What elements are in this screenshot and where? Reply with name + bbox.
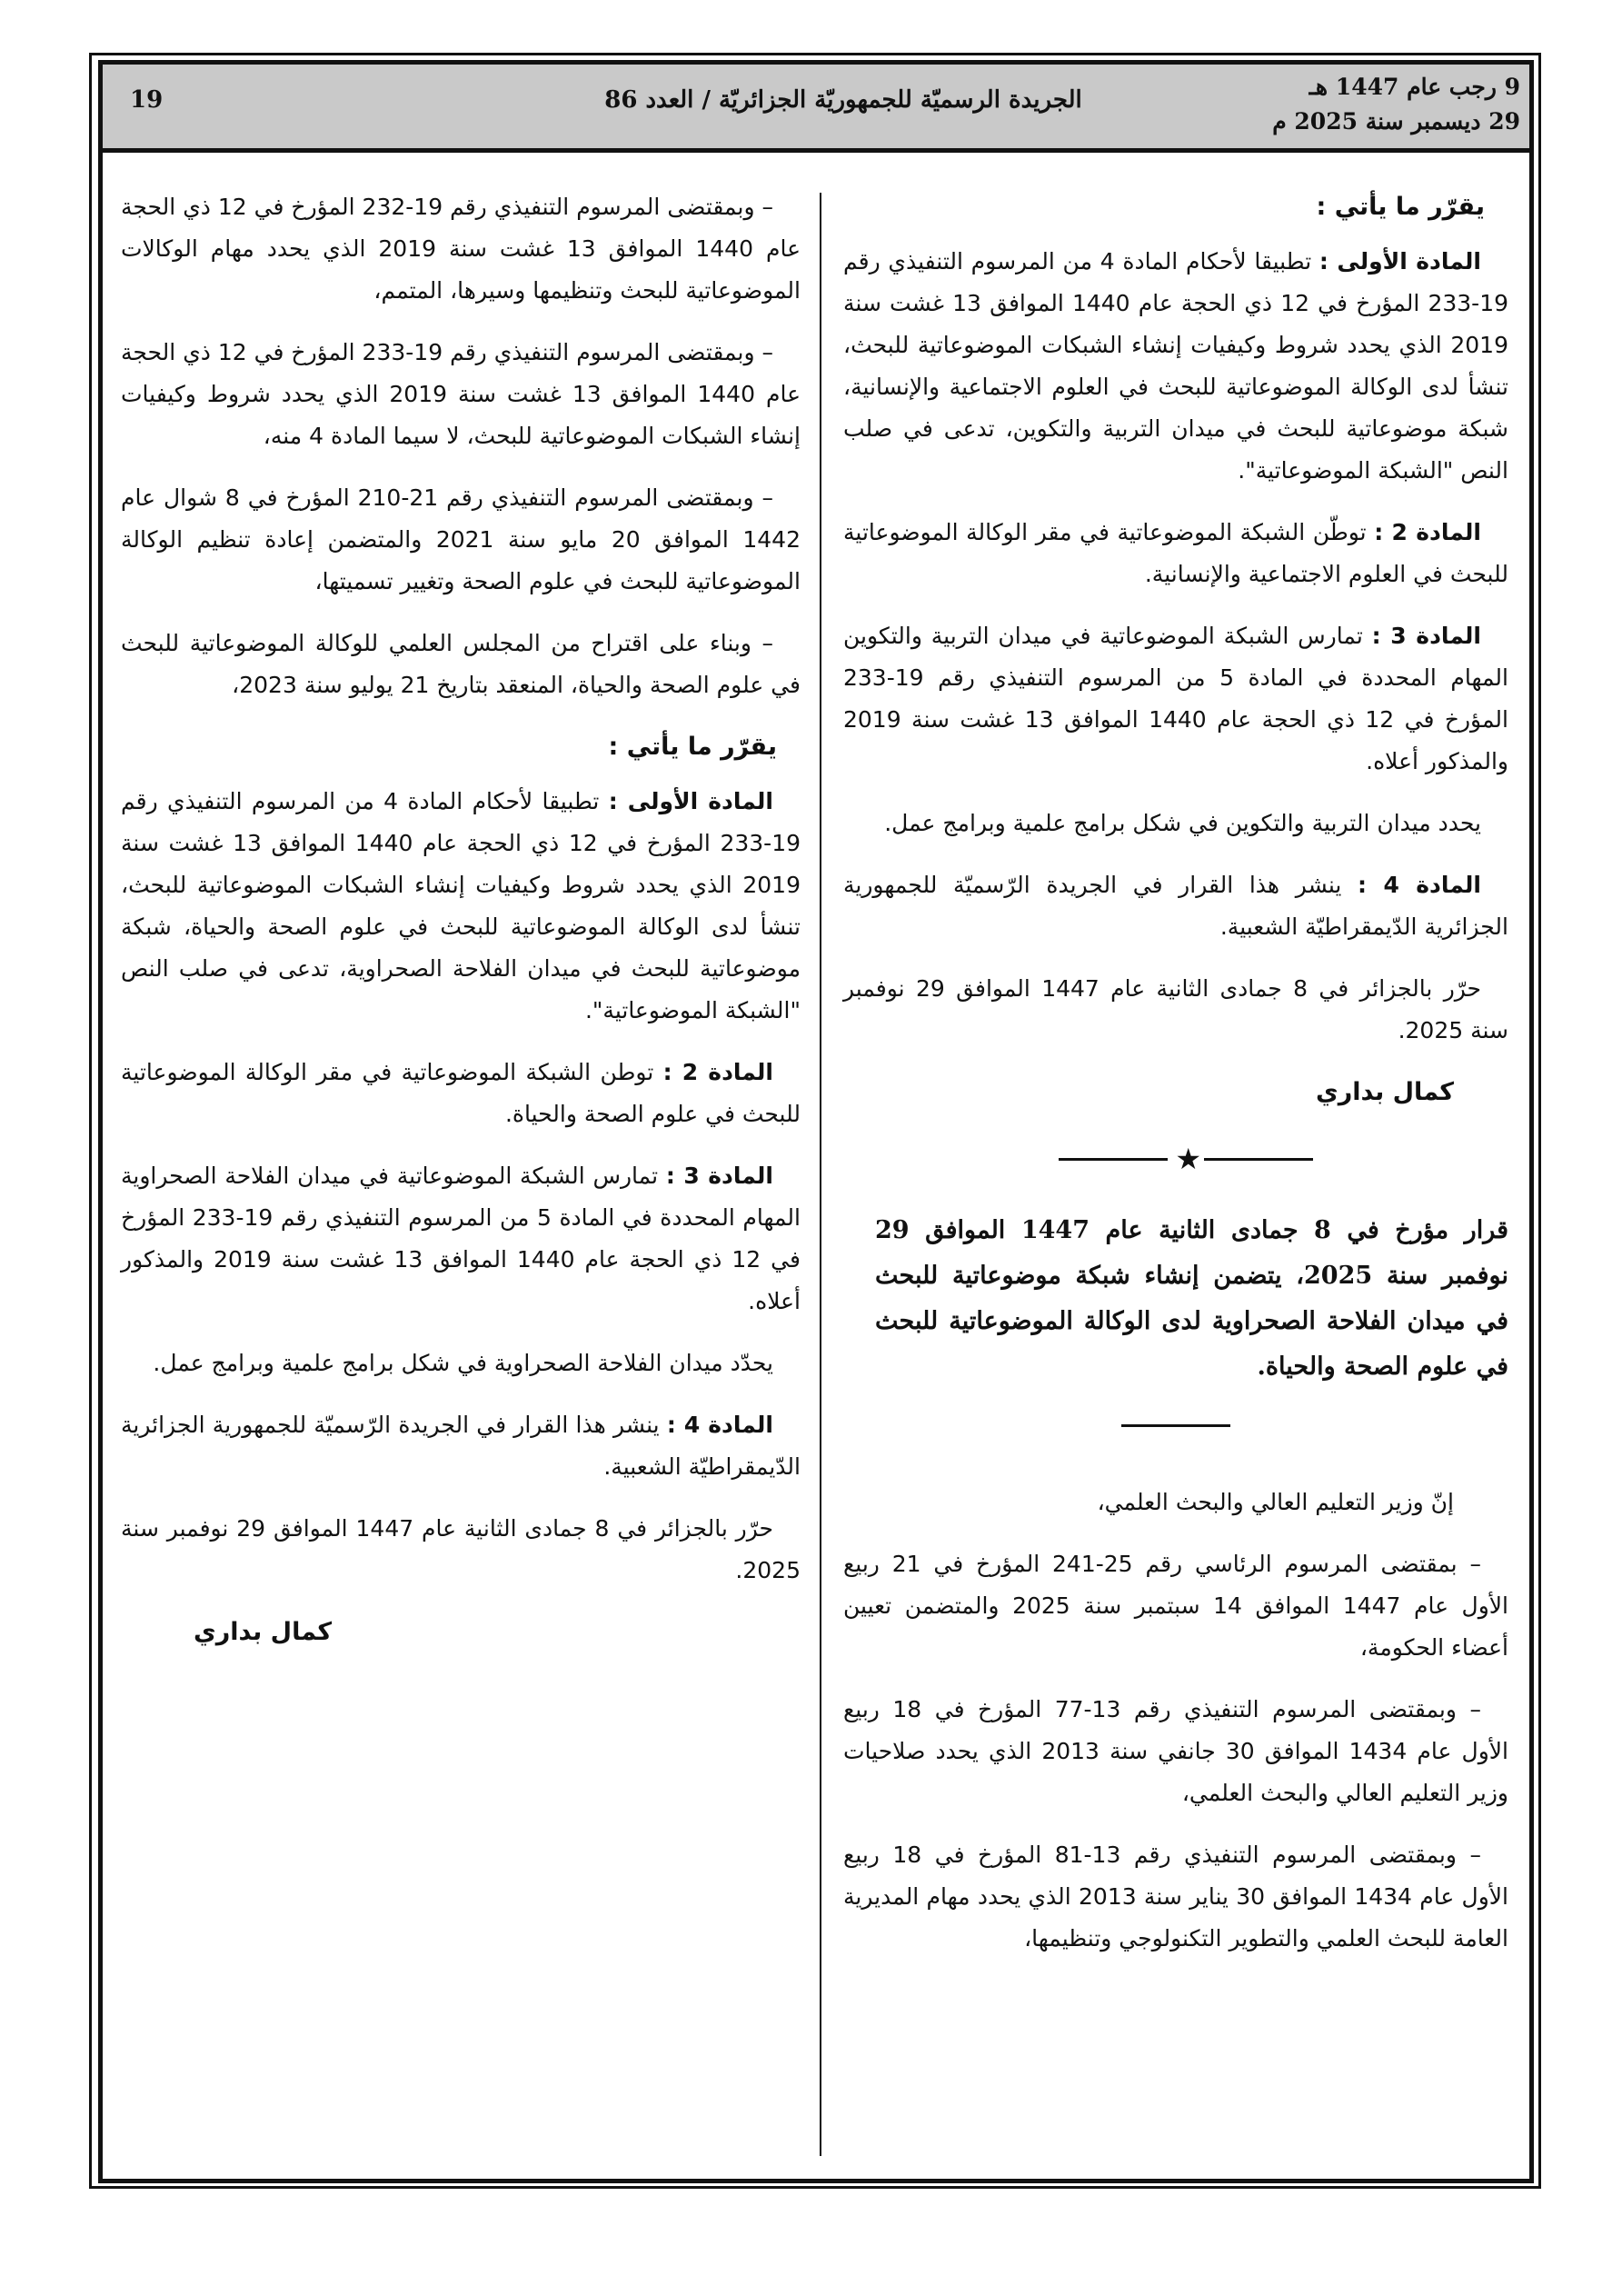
left-column: [121, 186, 801, 1681]
visa-paragraph: – وبمقتضى المرسوم التنفيذي رقم 13-81 المؤرخ في 18 ربيع الأول عام 1434 الموافق 30 يناير سنة 2013 الذي يحدد مهام المديرية العامة للبحث العلمي والتطوير التكنولوجي وتنظيمها،: [843, 1842, 1508, 1952]
article-3: [121, 1155, 801, 1323]
visa-paragraph: – وبمقتضى المرسوم التنفيذي رقم 13-77 المؤرخ في 18 ربيع الأول عام 1434 الموافق 30 جانفي سنة 2013 الذي يحدد صلاحيات وزير التعليم العالي والبحث العلمي،: [843, 1696, 1508, 1806]
visa-paragraph: – وبناء على اقتراح من المجلس العلمي للوكالة الموضوعاتية للبحث في علوم الصحة والحياة، المنعقد بتاريخ 21 يوليو سنة 2023،: [121, 630, 801, 698]
article-text: توطّن الشبكة الموضوعاتية في مقر الوكالة الموضوعاتية للبحث في العلوم الاجتماعية والإنسانية.: [843, 519, 1508, 587]
article-label: المادة 2 :: [1374, 519, 1481, 545]
article-text: تمارس الشبكة الموضوعاتية في ميدان التربية والتكوين المهام المحددة في المادة 5 من المرسوم التنفيذي رقم 19-233 المؤرخ في 12 ذي الحجة عام 1440 الموافق 13 غشت سنة 2019 والمذكور أعلاه.: [843, 623, 1508, 774]
decree-title: قرار مؤرخ في 8 جمادى الثانية عام 1447 الموافق 29 نوفمبر سنة 2025، يتضمن إنشاء شبكة موضوعاتية للبحث في ميدان الفلاحة الصحراوية لدى الوكالة الموضوعاتية للبحث في علوم الصحة والحياة.: [875, 1216, 1509, 1381]
article-label: المادة 4 :: [1358, 872, 1481, 898]
visa-paragraph: – وبمقتضى المرسوم التنفيذي رقم 19-233 المؤرخ في 12 ذي الحجة عام 1440 الموافق 13 غشت سنة 2019 الذي يحدد شروط وكيفيات إنشاء الشبكات الموضوعاتية للبحث، لا سيما المادة 4 منه،: [121, 339, 801, 449]
article-4: [843, 864, 1508, 948]
article-text: تمارس الشبكة الموضوعاتية في ميدان الفلاحة الصحراوية المهام المحددة في المادة 5 من المرسوم التنفيذي رقم 19-233 المؤرخ في 12 ذي الحجة عام 1440 الموافق 13 غشت سنة 2019 والمذكور أعلاه.: [121, 1163, 801, 1314]
article-2: [843, 512, 1508, 595]
title-underline: [1121, 1424, 1230, 1427]
column-divider: [820, 193, 821, 2156]
visa-paragraph: – وبمقتضى المرسوم التنفيذي رقم 21-210 المؤرخ في 8 شوال عام 1442 الموافق 20 مايو سنة 2021 والمتضمن إعادة تنظيم الوكالة الموضوعاتية للبحث في علوم الصحة وتغيير تسميتها،: [121, 484, 801, 594]
article-text: ينشر هذا القرار في الجريدة الرّسميّة للجمهورية الجزائرية الدّيمقراطيّة الشعبية.: [121, 1412, 801, 1480]
gazette-header: [103, 65, 1529, 153]
minister-intro: إنّ وزير التعليم العالي والبحث العلمي،: [1097, 1489, 1454, 1515]
star-separator: [843, 1141, 1508, 1177]
hijri-date: 9 رجب عام 1447 هـ: [1309, 74, 1520, 100]
separator-line: [1059, 1158, 1168, 1161]
done-at: حرّر بالجزائر في 8 جمادى الثانية عام 1447 الموافق 29 نوفمبر سنة 2025.: [843, 975, 1508, 1043]
article-2: [121, 1052, 801, 1135]
article-3-paragraph: يحدد ميدان التربية والتكوين في شكل برامج علمية وبرامج عمل.: [884, 810, 1481, 836]
article-label: المادة 3 :: [1371, 623, 1481, 649]
article-label: المادة 3 :: [665, 1163, 773, 1189]
article-1: [843, 241, 1508, 492]
signature: كمال بداري: [1315, 1078, 1454, 1106]
right-column: [843, 186, 1508, 1980]
article-1: [121, 781, 801, 1032]
decides-heading: يقرّر ما يأتي :: [1316, 193, 1485, 221]
article-3-paragraph: يحدّد ميدان الفلاحة الصحراوية في شكل برامج علمية وبرامج عمل.: [153, 1350, 773, 1376]
article-text: ينشر هذا القرار في الجريدة الرّسميّة للجمهورية الجزائرية الدّيمقراطيّة الشعبية.: [843, 872, 1508, 940]
article-text: تطبيقا لأحكام المادة 4 من المرسوم التنفيذي رقم 19-233 المؤرخ في 12 ذي الحجة عام 1440 الموافق 13 غشت سنة 2019 الذي يحدد شروط وكيفيات إنشاء الشبكات الموضوعاتية للبحث، تنشأ لدى الوكالة الموضوعاتية للبحث في علوم الصحة والحياة، شبكة موضوعاتية للبحث في ميدان الفلاحة الصحراوية، تدعى في صلب النص "الشبكة الموضوعاتية".: [121, 788, 801, 1023]
article-label: المادة الأولى :: [1318, 248, 1481, 275]
page-number: 19: [130, 86, 164, 114]
separator-line: [1204, 1158, 1313, 1161]
visa-paragraph: – وبمقتضى المرسوم التنفيذي رقم 19-232 المؤرخ في 12 ذي الحجة عام 1440 الموافق 13 غشت سنة 2019 الذي يحدد مهام الوكالات الموضوعاتية للبحث وتنظيمها وسيرها، المتمم،: [121, 194, 801, 304]
star-icon: ★: [1175, 1142, 1201, 1176]
article-label: المادة 4 :: [666, 1412, 773, 1438]
article-4: [121, 1404, 801, 1488]
decides-heading: يقرّر ما يأتي :: [608, 733, 777, 761]
gazette-title: الجريدة الرسميّة للجمهوريّة الجزائريّة / العدد 86: [604, 86, 1082, 114]
article-3: [843, 615, 1508, 783]
gregorian-date: 29 ديسمبر سنة 2025 م: [1272, 108, 1520, 135]
visa-paragraph: – بمقتضى المرسوم الرئاسي رقم 25-241 المؤرخ في 21 ربيع الأول عام 1447 الموافق 14 سبتمبر سنة 2025 والمتضمن تعيين أعضاء الحكومة،: [843, 1551, 1508, 1661]
signature: كمال بداري: [194, 1618, 333, 1646]
article-label: المادة الأولى :: [608, 788, 773, 814]
article-text: توطن الشبكة الموضوعاتية في مقر الوكالة الموضوعاتية للبحث في علوم الصحة والحياة.: [121, 1059, 801, 1127]
done-at: حرّر بالجزائر في 8 جمادى الثانية عام 1447 الموافق 29 نوفمبر سنة 2025.: [121, 1515, 801, 1583]
article-text: تطبيقا لأحكام المادة 4 من المرسوم التنفيذي رقم 19-233 المؤرخ في 12 ذي الحجة عام 1440 الموافق 13 غشت سنة 2019 الذي يحدد شروط وكيفيات إنشاء الشبكات الموضوعاتية للبحث، تنشأ لدى الوكالة الموضوعاتية للبحث في العلوم الاجتماعية والإنسانية، شبكة موضوعاتية للبحث في ميدان التربية والتكوين، تدعى في صلب النص "الشبكة الموضوعاتية".: [843, 248, 1508, 484]
article-label: المادة 2 :: [662, 1059, 774, 1085]
